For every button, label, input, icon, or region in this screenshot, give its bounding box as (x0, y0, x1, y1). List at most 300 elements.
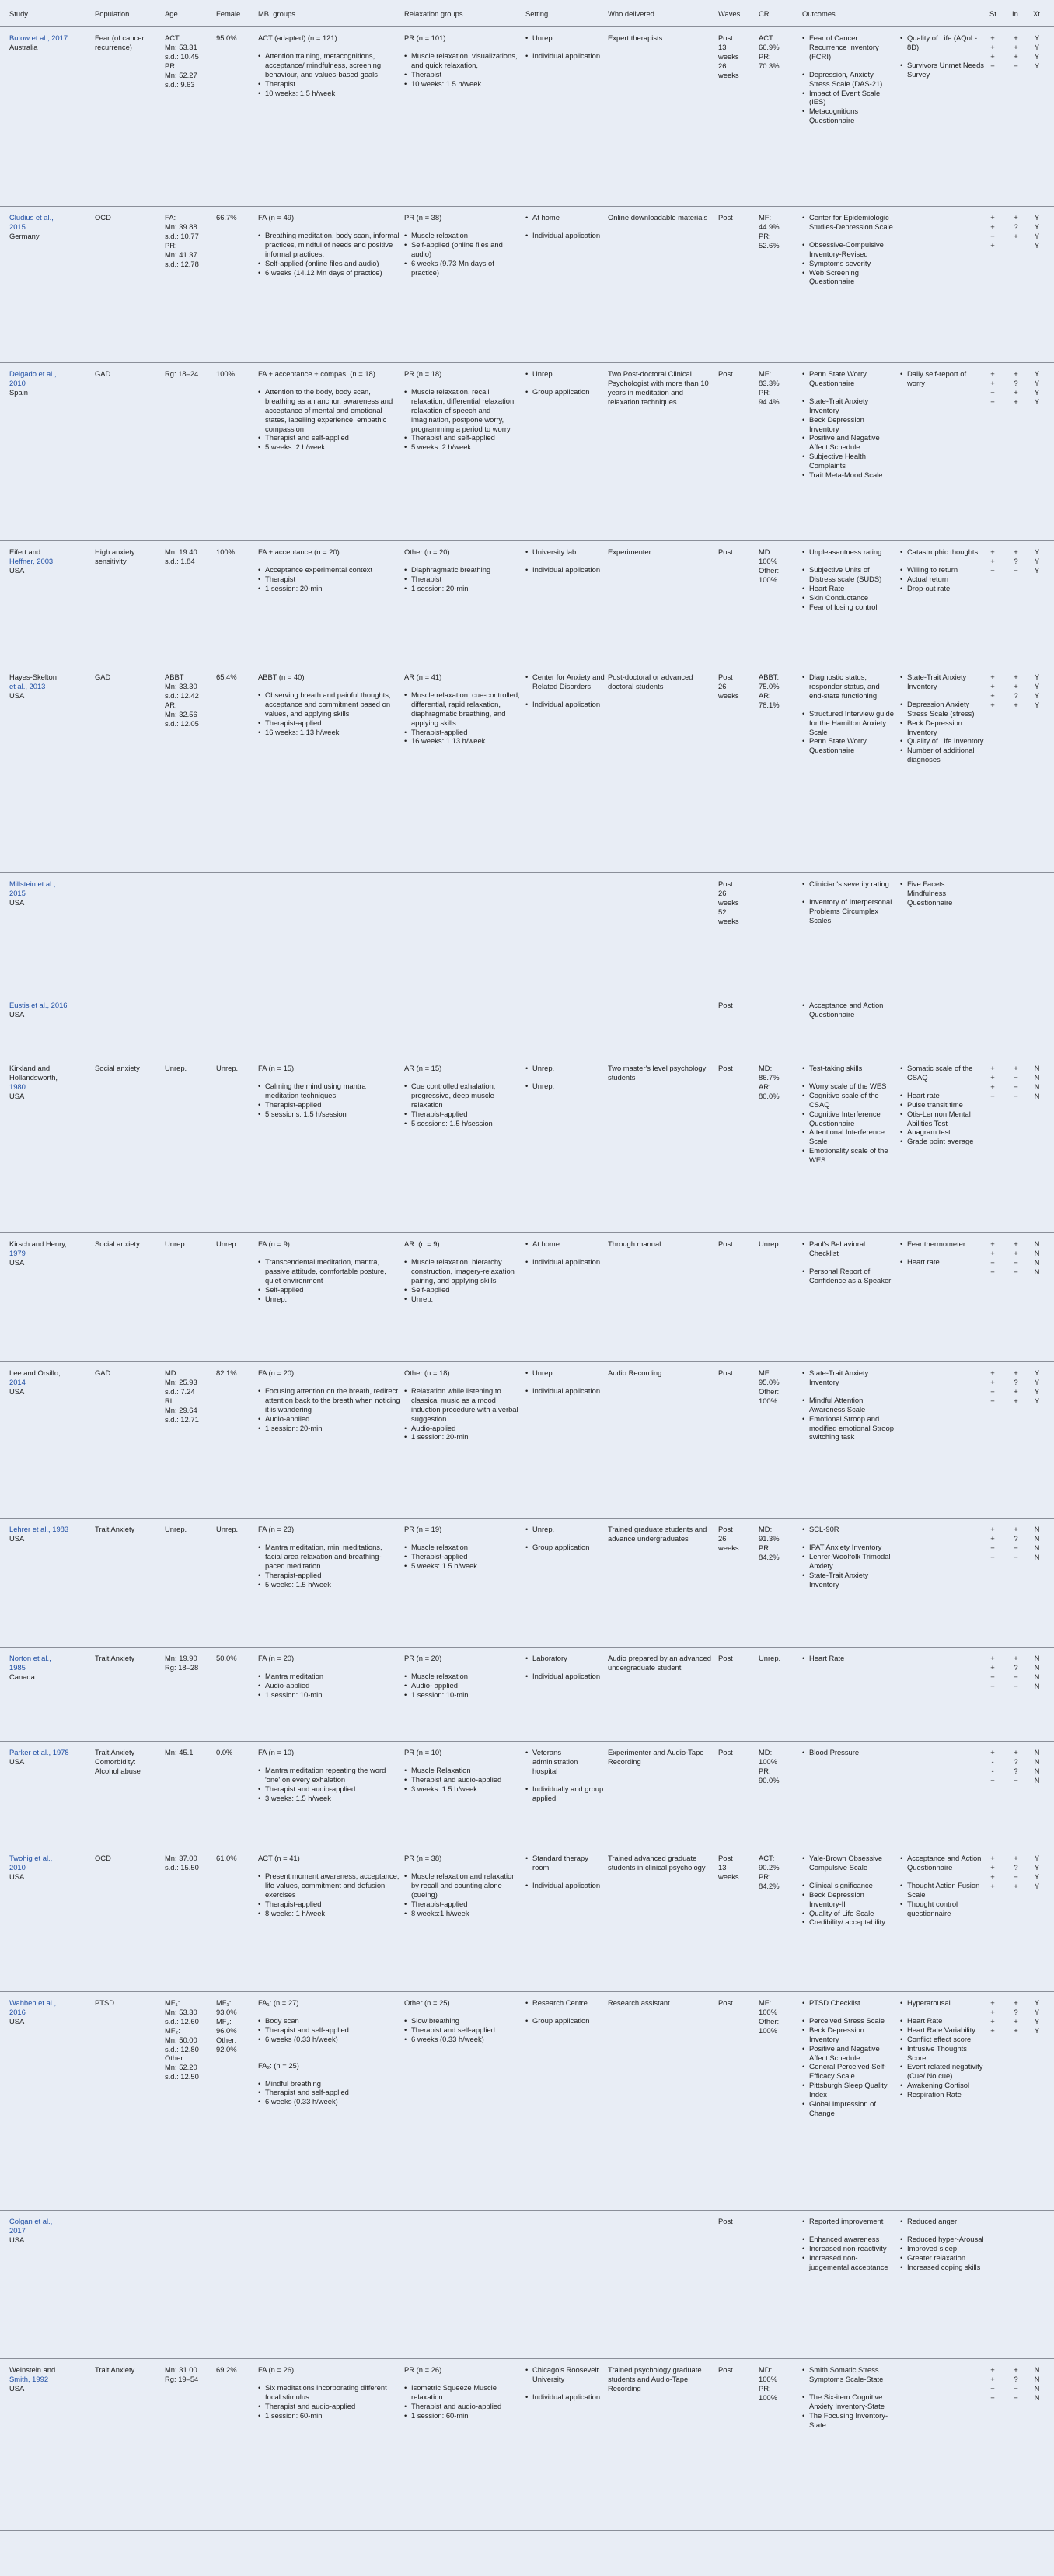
in-mark: ? (1014, 1862, 1018, 1872)
age-cell (165, 1654, 213, 1672)
setting-item: • Group application (525, 2016, 605, 2025)
in-mark: + (1014, 42, 1018, 51)
in-mark: + (1014, 33, 1018, 42)
list-spacer (525, 379, 605, 387)
outcome-item: • Number of additional diagnoses (900, 746, 984, 764)
st-mark: + (990, 1525, 995, 1533)
relaxation-item: • Muscle relaxation, cue-controlled, differential, rapid relaxation, diaphragmatic breathing, and applying skills (404, 690, 521, 728)
st-mark: + (990, 1064, 995, 1072)
relaxation-item: • Muscle relaxation (404, 1543, 521, 1552)
setting-list (525, 1998, 605, 2025)
completion-rate-text: AR: (759, 690, 771, 700)
study-text: 1985 (9, 1662, 26, 1672)
relaxation-item: • 6 weeks (0.33 h/week) (404, 2035, 521, 2044)
outcome-item-list (802, 369, 894, 480)
outcome-item: • Heart Rate (802, 584, 894, 593)
waves-text: Post (718, 2217, 733, 2225)
relaxation-item: • 1 session: 20-min (404, 1432, 521, 1442)
list-spacer (525, 1872, 605, 1881)
in-mark: − (1014, 1543, 1018, 1552)
relaxation-cell (404, 369, 521, 452)
in-cell (1010, 213, 1021, 241)
completion-rate-text: 80.0% (759, 1091, 780, 1100)
who-delivered-text: Audio prepared by an advanced undergraduate student (608, 1654, 711, 1672)
age-text: RL: (165, 1396, 176, 1405)
study-cell (9, 673, 93, 701)
in-cell (1010, 1748, 1021, 1785)
cell-spacer (404, 1663, 521, 1672)
in-mark: + (1014, 1654, 1018, 1662)
age-text: Mn: 33.30 (165, 681, 197, 690)
outcome-item: • Greater relaxation (900, 2253, 984, 2263)
setting-cell (525, 1239, 605, 1267)
mbi-item: • Therapist (258, 575, 401, 584)
st-mark: − (990, 1091, 995, 1100)
relaxation-item: • Diaphragmatic breathing (404, 565, 521, 575)
who-delivered-text: Experimenter (608, 547, 651, 556)
age-text: s.d.: 12.05 (165, 718, 199, 728)
header-outcomes: Outcomes (802, 9, 836, 18)
outcome-item: • Intrusive Thoughts Score (900, 2044, 984, 2063)
female-cell (216, 673, 253, 682)
mbi-cell (258, 1998, 401, 2106)
population-cell (95, 547, 162, 566)
in-mark: − (1014, 1082, 1018, 1091)
age-text: Unrep. (165, 1064, 187, 1072)
completion-rate-text: 83.3% (759, 378, 780, 387)
relaxation-item-list (404, 1672, 521, 1700)
cell-spacer (404, 2008, 521, 2016)
mbi-item: • Observing breath and painful thoughts, acceptance and commitment based on values, and applying skills (258, 690, 401, 718)
st-mark: + (990, 1998, 995, 2007)
st-mark: − (990, 1681, 995, 1690)
mbi-item: • Therapist and self-applied (258, 2025, 401, 2035)
in-mark: − (1014, 1681, 1018, 1690)
mbi-cell (258, 33, 401, 97)
setting-item: • Individual application (525, 2392, 605, 2402)
age-text: s.d.: 10.45 (165, 51, 199, 61)
waves-text: weeks (718, 690, 739, 700)
study-text: Cludius et al., (9, 213, 54, 222)
outcome-item: • Cognitive Interference Questionnaire (802, 1110, 894, 1128)
outcome-item: • Actual return (900, 575, 984, 584)
outcome-item: • Perceived Stress Scale (802, 2016, 894, 2025)
outcome-item: • SCL-90R (802, 1525, 894, 1534)
st-mark: + (990, 1854, 995, 1862)
st-mark: + (990, 240, 995, 250)
relaxation-item: • Therapist (404, 575, 521, 584)
setting-item: • Unrep. (525, 1368, 605, 1378)
who-delivered-text: Research assistant (608, 1998, 670, 2007)
mbi-item: • Therapist-applied (258, 1900, 401, 1909)
outcome-item: • Positive and Negative Affect Schedule (802, 2044, 894, 2063)
study-text: Eustis et al., 2016 (9, 1001, 68, 1009)
completion-rate-text: 100% (759, 2374, 777, 2383)
mbi-item: • Attention training, metacognitions, acceptance/ mindfulness, screening behaviour, and values-based goals (258, 51, 401, 79)
setting-item: • Individual application (525, 565, 605, 575)
age-text: Mn: 39.88 (165, 222, 197, 231)
completion-rate-text: MF: (759, 1368, 772, 1377)
relaxation-cell (404, 1748, 521, 1794)
completion-rate-cell (759, 213, 799, 250)
study-text: Canada (9, 1672, 35, 1681)
xt-mark: Y (1034, 1881, 1040, 1890)
waves-cell (718, 1748, 751, 1757)
cell-spacer (258, 1534, 401, 1543)
outcome-item: • General Perceived Self-Efficacy Scale (802, 2062, 894, 2081)
relaxation-item: • Therapist-applied (404, 728, 521, 737)
mbi-group-title: FA (n = 20) (258, 1368, 295, 1377)
setting-list (525, 1654, 605, 1681)
outcome-item-list (802, 2365, 894, 2429)
outcome-item-list (802, 673, 894, 755)
mbi-group-title: FA + acceptance + compas. (n = 18) (258, 369, 375, 378)
mbi-item: • Mantra meditation repeating the word 'one' on every exhalation (258, 1766, 401, 1784)
study-cell (9, 2365, 93, 2393)
outcomes-secondary-cell (900, 369, 984, 388)
waves-text: Post (718, 1064, 733, 1072)
mbi-item: • Mantra meditation, mini meditations, facial area relaxation and breathing-paced meditation (258, 1543, 401, 1571)
xt-mark: Y (1034, 1396, 1040, 1405)
xt-mark: N (1034, 1064, 1040, 1072)
relaxation-cell (404, 1368, 521, 1442)
completion-rate-cell (759, 2365, 799, 2403)
cell-spacer (258, 1663, 401, 1672)
list-spacer (525, 1249, 605, 1257)
table-row (0, 1992, 1054, 2211)
setting-list (525, 1525, 605, 1552)
completion-rate-text: 75.0% (759, 681, 780, 690)
setting-item: • Veterans administration hospital (525, 1748, 605, 1776)
cell-spacer (258, 379, 401, 387)
st-cell (987, 1654, 998, 1691)
age-text: AR: (165, 700, 177, 709)
outcomes-primary-cell (802, 1854, 894, 1927)
study-text: 2014 (9, 1377, 26, 1386)
in-mark: ? (1014, 2374, 1018, 2383)
population-text: OCD (95, 213, 111, 222)
female-text: Unrep. (216, 1525, 239, 1533)
outcome-item-list (900, 33, 984, 79)
relaxation-cell (404, 1064, 521, 1127)
mbi-cell (258, 1368, 401, 1432)
outcome-item-list (802, 1001, 894, 1019)
in-mark: + (1014, 1525, 1018, 1533)
outcome-item: • Thought control questionnaire (900, 1900, 984, 1918)
header-mbi-groups: MBI groups (258, 9, 295, 18)
waves-text: weeks (718, 897, 739, 907)
study-text: USA (9, 1386, 25, 1396)
outcomes-primary-cell (802, 673, 894, 755)
setting-cell (525, 1654, 605, 1681)
who-delivered-text: Through manual (608, 1239, 661, 1248)
st-cell (987, 369, 998, 407)
st-mark: − (990, 2392, 995, 2402)
outcomes-secondary-cell (900, 1064, 984, 1146)
st-mark: + (990, 1872, 995, 1881)
setting-item: • Standard therapy room (525, 1854, 605, 1872)
outcome-item: • Survivors Unmet Needs Survey (900, 61, 984, 79)
age-text: Other: (165, 2053, 186, 2063)
waves-text: Post (718, 213, 733, 222)
study-text: USA (9, 2383, 25, 2392)
waves-text: weeks (718, 1543, 739, 1552)
completion-rate-text: PR: (759, 51, 771, 61)
in-mark: + (1014, 51, 1018, 61)
completion-rate-cell (759, 1654, 799, 1663)
mbi-item: • 1 session: 60-min (258, 2411, 401, 2420)
st-mark: + (990, 2365, 995, 2374)
xt-mark: Y (1034, 33, 1040, 42)
outcome-item: • Increased coping skills (900, 2263, 984, 2272)
st-mark: + (990, 673, 995, 681)
female-text: 93.0% (216, 2007, 237, 2016)
study-text: Norton et al., (9, 1654, 51, 1662)
age-text: Mn: 52.20 (165, 2063, 197, 2072)
age-cell (165, 1748, 213, 1757)
st-cell (987, 1748, 998, 1785)
population-cell (95, 1998, 162, 2008)
population-text: Alcohol abuse (95, 1766, 141, 1775)
st-cell (987, 2365, 998, 2403)
relaxation-item: • Isometric Squeeze Muscle relaxation (404, 2383, 521, 2402)
relaxation-cell (404, 33, 521, 89)
xt-mark: Y (1034, 673, 1040, 681)
study-text: 2010 (9, 1862, 26, 1872)
waves-text: 26 (718, 1533, 727, 1543)
study-text: USA (9, 897, 25, 907)
who-delivered-text: Trained psychology graduate students and Audio-Tape Recording (608, 2365, 702, 2392)
female-text: 65.4% (216, 673, 237, 681)
st-mark: + (990, 51, 995, 61)
table-row (0, 873, 1054, 994)
completion-rate-cell (759, 673, 799, 710)
st-mark: − (990, 565, 995, 575)
relaxation-item: • 5 weeks: 1.5 h/week (404, 1561, 521, 1571)
list-spacer (802, 2226, 894, 2235)
in-mark: + (1014, 547, 1018, 556)
in-cell (1010, 1368, 1021, 1406)
cell-spacer (258, 1249, 401, 1257)
waves-cell (718, 673, 751, 701)
relaxation-item: • Muscle Relaxation (404, 1766, 521, 1775)
study-text: Spain (9, 387, 28, 397)
mbi-item: • 8 weeks: 1 h/week (258, 1909, 401, 1918)
female-text: 0.0% (216, 1748, 233, 1756)
study-text: Wahbeh et al., (9, 1998, 57, 2007)
setting-item: • Individual application (525, 1386, 605, 1396)
outcome-item: • Reduced anger (900, 2217, 984, 2226)
completion-rate-text: MD: (759, 1748, 773, 1756)
list-spacer (525, 557, 605, 565)
mbi-cell (258, 2365, 401, 2420)
completion-rate-text: PR: (759, 1766, 771, 1775)
xt-mark: Y (1034, 1998, 1040, 2007)
outcomes-primary-cell (802, 2365, 894, 2429)
table-row (0, 994, 1054, 1057)
relaxation-group-title: Other (n = 18) (404, 1368, 450, 1377)
age-cell (165, 2365, 213, 2384)
xt-cell (1031, 1064, 1042, 1101)
st-mark: + (990, 369, 995, 378)
age-cell (165, 213, 213, 268)
list-spacer (802, 557, 894, 565)
age-text: s.d.: 10.77 (165, 231, 199, 240)
relaxation-item: • Muscle relaxation, hierarchy construction, imagery-relaxation pairing, and applying skills (404, 1257, 521, 1285)
female-text: Unrep. (216, 1064, 239, 1072)
completion-rate-text: 94.4% (759, 397, 780, 406)
outcomes-primary-cell (802, 213, 894, 286)
list-spacer (525, 2008, 605, 2016)
table-row (0, 363, 1054, 541)
relaxation-cell (404, 2365, 521, 2420)
waves-cell (718, 1525, 751, 1553)
study-cell (9, 1854, 93, 1882)
in-mark: + (1014, 387, 1018, 397)
completion-rate-text: 66.9% (759, 42, 780, 51)
cell-spacer (404, 557, 521, 565)
outcome-item: • Paul's Behavioral Checklist (802, 1239, 894, 1258)
mbi-cell (258, 369, 401, 452)
in-mark: ? (1014, 1756, 1018, 1766)
list-spacer (900, 2008, 984, 2016)
outcome-item: • State-Trait Anxiety Inventory (802, 1571, 894, 1589)
cell-spacer (258, 1378, 401, 1386)
cell-spacer (404, 1863, 521, 1872)
setting-item: • Individual application (525, 1257, 605, 1267)
age-text: FA: (165, 213, 176, 222)
relaxation-item: • 10 weeks: 1.5 h/week (404, 79, 521, 89)
completion-rate-text: PR: (759, 231, 771, 240)
list-spacer (900, 1082, 984, 1091)
relaxation-item: • Cue controlled exhalation, progressive, deep muscle relaxation (404, 1082, 521, 1110)
outcome-item: • Credibility/ acceptability (802, 1917, 894, 1927)
age-text: s.d.: 12.71 (165, 1414, 199, 1424)
study-cell (9, 1368, 93, 1396)
mbi-group-title: FA₁: (n = 27) (258, 1998, 299, 2007)
setting-cell (525, 1998, 605, 2025)
who-delivered-text: Trained advanced graduate students in clinical psychology (608, 1854, 706, 1872)
in-mark: ? (1014, 1662, 1018, 1672)
outcome-item: • Depression Anxiety Stress Scale (stress) (900, 700, 984, 718)
xt-mark: Y (1034, 556, 1040, 565)
mbi-group-title: FA₂: (n = 25) (258, 2060, 299, 2070)
waves-cell (718, 1064, 751, 1073)
relaxation-item-list (404, 1082, 521, 1128)
outcome-item-list (802, 879, 894, 925)
xt-cell (1031, 1525, 1042, 1562)
completion-rate-text: PR: (759, 387, 771, 397)
list-spacer (525, 1776, 605, 1784)
setting-item: • Individual application (525, 231, 605, 240)
cell-spacer (258, 1757, 401, 1766)
setting-item: • Chicago's Roosevelt University (525, 2365, 605, 2384)
outcome-item: • Unpleasantness rating (802, 547, 894, 557)
xt-mark: N (1034, 1681, 1040, 1690)
female-cell (216, 1654, 253, 1663)
cell-spacer (258, 557, 401, 565)
study-cell (9, 369, 93, 397)
in-mark: + (1014, 1881, 1018, 1890)
xt-cell (1031, 1239, 1042, 1277)
outcomes-secondary-cell (900, 1998, 984, 2099)
list-spacer (900, 2226, 984, 2235)
in-mark: + (1014, 1998, 1018, 2007)
table-row (0, 2211, 1054, 2359)
relaxation-item: • Muscle relaxation and relaxation by recall and counting alone (cueing) (404, 1872, 521, 1900)
in-mark: + (1014, 2025, 1018, 2035)
xt-cell (1031, 1748, 1042, 1785)
age-cell (165, 1064, 213, 1073)
xt-mark: Y (1034, 1377, 1040, 1386)
waves-cell (718, 547, 751, 557)
age-text: Mn: 31.00 (165, 2365, 197, 2374)
age-text: s.d.: 7.24 (165, 1386, 195, 1396)
who-delivered-text: Trained graduate students and advance undergraduates (608, 1525, 707, 1543)
age-text: ACT: (165, 33, 181, 42)
outcome-item: • Attentional Interference Scale (802, 1127, 894, 1146)
completion-rate-text: MD: (759, 1064, 773, 1072)
outcomes-primary-cell (802, 1001, 894, 1019)
female-text: 100% (216, 547, 235, 556)
outcome-item: • Pulse transit time (900, 1100, 984, 1110)
population-cell (95, 213, 162, 222)
who-delivered-text: Expert therapists (608, 33, 663, 42)
relaxation-item: • Muscle relaxation, recall relaxation, differential relaxation, relaxation of speech and imagination, postpone worry, programming a period to worry (404, 387, 521, 434)
st-mark: − (990, 1552, 995, 1561)
in-mark: − (1014, 1091, 1018, 1100)
age-text: Mn: 37.00 (165, 1854, 197, 1862)
age-text: Mn: 25.93 (165, 1377, 197, 1386)
completion-rate-text: 100% (759, 2007, 777, 2016)
outcome-item: • Beck Depression Inventory (802, 2025, 894, 2044)
setting-item: • At home (525, 213, 605, 222)
relaxation-group-title: Other (n = 25) (404, 1998, 450, 2007)
waves-text: 26 (718, 888, 727, 897)
waves-cell (718, 2365, 751, 2375)
relaxation-group-title: PR (n = 10) (404, 1748, 442, 1756)
mbi-item: • Mindful breathing (258, 2079, 401, 2088)
setting-item: • University lab (525, 547, 605, 557)
age-cell (165, 1854, 213, 1872)
xt-mark: N (1034, 1239, 1040, 1248)
mbi-item-list (258, 690, 401, 737)
list-spacer (802, 388, 894, 397)
xt-mark: N (1034, 1748, 1040, 1756)
waves-cell (718, 33, 751, 80)
xt-mark: Y (1034, 387, 1040, 397)
xt-mark: Y (1034, 2007, 1040, 2016)
setting-cell (525, 1525, 605, 1552)
relaxation-item: • Muscle relaxation, visualizations, and quick relaxation, (404, 51, 521, 70)
cell-spacer (258, 2044, 401, 2053)
mbi-group-title: ACT (n = 41) (258, 1854, 300, 1862)
female-cell (216, 1854, 253, 1863)
completion-rate-text: 100% (759, 556, 777, 565)
who-delivered-cell (608, 1748, 712, 1767)
in-mark: ? (1014, 690, 1018, 700)
setting-list (525, 2365, 605, 2402)
waves-cell (718, 1854, 751, 1882)
relaxation-item: • Relaxation while listening to classical music as a mood induction procedure with a verbal suggestion (404, 1386, 521, 1424)
age-text: Mn: 32.56 (165, 709, 197, 718)
in-mark: ? (1014, 556, 1018, 565)
completion-rate-text: ACT: (759, 33, 775, 42)
in-mark: + (1014, 213, 1018, 222)
list-spacer (802, 701, 894, 709)
outcomes-primary-cell (802, 369, 894, 480)
study-text: Kirsch and Henry, (9, 1239, 67, 1248)
